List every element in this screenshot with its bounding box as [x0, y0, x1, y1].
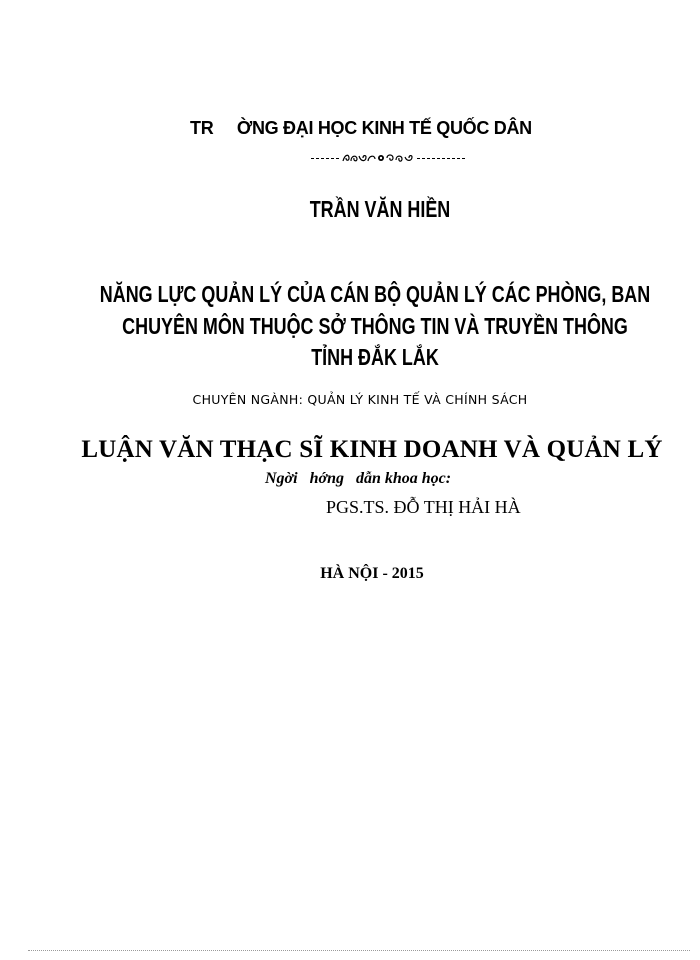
major-specialization: CHUYÊN NGÀNH: QUẢN LÝ KINH TẾ VÀ CHÍNH SÁCH: [192, 392, 528, 407]
place-and-year: HÀ NỘI - 2015: [320, 565, 424, 582]
university-name: TR ỜNG ĐẠI HỌC KINH TẾ QUỐC DÂN: [190, 118, 532, 138]
author-name: TRẦN VĂN HIỀN: [309, 196, 451, 222]
degree-title: LUẬN VĂN THẠC SĨ KINH DOANH VÀ QUẢN LÝ: [81, 436, 663, 463]
advisor-name: PGS.TS. ĐỖ THỊ HẢI HÀ: [326, 497, 521, 517]
thesis-title-line-2: CHUYÊN MÔN THUỘC SỞ THÔNG TIN VÀ TRUYỀN THÔNG: [122, 313, 628, 339]
decorative-ornament: [296, 141, 469, 178]
bottom-divider: [28, 950, 690, 951]
advisor-label: Ngời hớng dẫn khoa học:: [265, 470, 452, 487]
ornament-divider-icon: [309, 152, 469, 164]
thesis-title-line-3: TỈNH ĐẮK LẮK: [311, 344, 439, 370]
thesis-title-line-1: NĂNG LỰC QUẢN LÝ CỦA CÁN BỘ QUẢN LÝ CÁC PHÒNG, BAN: [99, 281, 651, 307]
